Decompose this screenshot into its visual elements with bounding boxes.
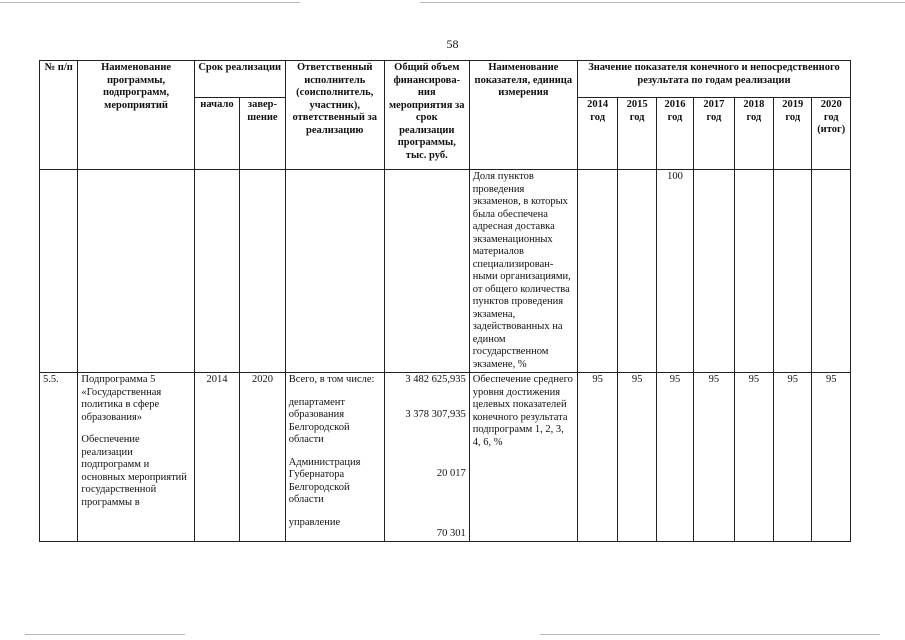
- header-financing: Общий объем финансирова-ния мероприятия за срок реализации программы, тыс. руб.: [384, 61, 469, 170]
- scan-edge-line-bottom-right: [540, 634, 880, 635]
- header-year-2020: 2020 год (итог): [812, 98, 851, 170]
- row1-value-2015: [618, 170, 656, 373]
- header-year-2017: 2017 год: [694, 98, 734, 170]
- row2-exec-total: Всего, в том числе:: [288, 374, 375, 385]
- header-year-2018: 2018 год: [734, 98, 773, 170]
- row2-fin-department: 3 378 307,935: [405, 408, 466, 420]
- row1-value-2014: [577, 170, 617, 373]
- row2-name: [78, 373, 194, 542]
- row1-value-2020: [812, 170, 851, 373]
- header-values-title: Значение показателя конечного и непосредственного результата по годам реализации: [577, 61, 850, 98]
- row2-value-2020: 95: [812, 373, 851, 542]
- header-year-2016: 2016 год: [656, 98, 693, 170]
- scan-edge-line-right: [420, 2, 905, 3]
- row2-value-2018: 95: [734, 373, 773, 542]
- row1-value-2016: 100: [656, 170, 693, 373]
- row2-value-2019: 95: [774, 373, 812, 542]
- row2-end: 2020: [240, 373, 286, 542]
- row2-value-2016: 95: [656, 373, 693, 542]
- row2-num: 5.5.: [40, 373, 78, 542]
- header-term: Срок реализации: [194, 61, 285, 98]
- row1-value-2017: [694, 170, 734, 373]
- page-number: 58: [446, 37, 459, 51]
- row2-name-subprogram: Подпрограмма 5 «Государственная политика в сфере образования»: [81, 374, 162, 423]
- row2-name-activity: Обеспечение реализации подпрограмм и основных мероприятий государственной программы в: [81, 434, 187, 508]
- row2-fin-directorate: 70 301: [436, 527, 466, 539]
- row2-exec-administration: Администрация Губернатора Белгородской области: [288, 456, 361, 505]
- row1-executor: [285, 170, 384, 373]
- row2-fin-administration: 20 017: [436, 468, 466, 479]
- row1-end: [240, 170, 286, 373]
- row2-value-2014: 95: [577, 373, 617, 542]
- row1-value-2018: [734, 170, 773, 373]
- row1-start: [194, 170, 240, 373]
- row2-exec-department: департамент образования Белгородской области: [288, 396, 350, 445]
- header-row-1: [40, 61, 851, 98]
- header-year-2015: 2015 год: [618, 98, 656, 170]
- row2-start: 2014: [194, 373, 240, 542]
- program-table: [39, 60, 851, 542]
- scan-edge-line-left: [0, 2, 300, 3]
- row1-num: [40, 170, 78, 373]
- row2-value-2015: 95: [618, 373, 656, 542]
- row2-financing: [384, 373, 469, 542]
- header-start: начало: [194, 98, 240, 170]
- table-row: [40, 373, 851, 542]
- header-name: Наименование программы, подпрограмм, мероприятий: [78, 61, 194, 170]
- row2-indicator: Обеспечение среднего уровня достижения целевых показателей конечного результата подпрограмм 1, 2, 3, 4, 6, %: [469, 373, 577, 542]
- header-year-2014: 2014 год: [577, 98, 617, 170]
- header-executor: Ответственный исполнитель (соисполнитель, участник), ответственный за реализацию: [285, 61, 384, 170]
- row1-financing: [384, 170, 469, 373]
- row2-executor: [285, 373, 384, 542]
- table-row: [40, 170, 851, 373]
- header-num: № п/п: [40, 61, 78, 170]
- row1-name: [78, 170, 194, 373]
- row2-exec-directorate: управление: [288, 516, 341, 528]
- scan-edge-line-bottom-left: [25, 634, 185, 635]
- header-indicator: Наименование показателя, единица измерения: [469, 61, 577, 170]
- header-end: завер-шение: [240, 98, 286, 170]
- row2-fin-total: 3 482 625,935: [405, 374, 466, 385]
- row2-value-2017: 95: [694, 373, 734, 542]
- row1-value-2019: [774, 170, 812, 373]
- header-year-2019: 2019 год: [774, 98, 812, 170]
- row1-indicator: Доля пунктов проведения экзаменов, в которых была обеспечена адресная доставка экзаменационных материалов специализирован-ными организациями, от общего количества пунктов проведения экзамена, задействованных на едином государственном экзамене, %: [469, 170, 577, 373]
